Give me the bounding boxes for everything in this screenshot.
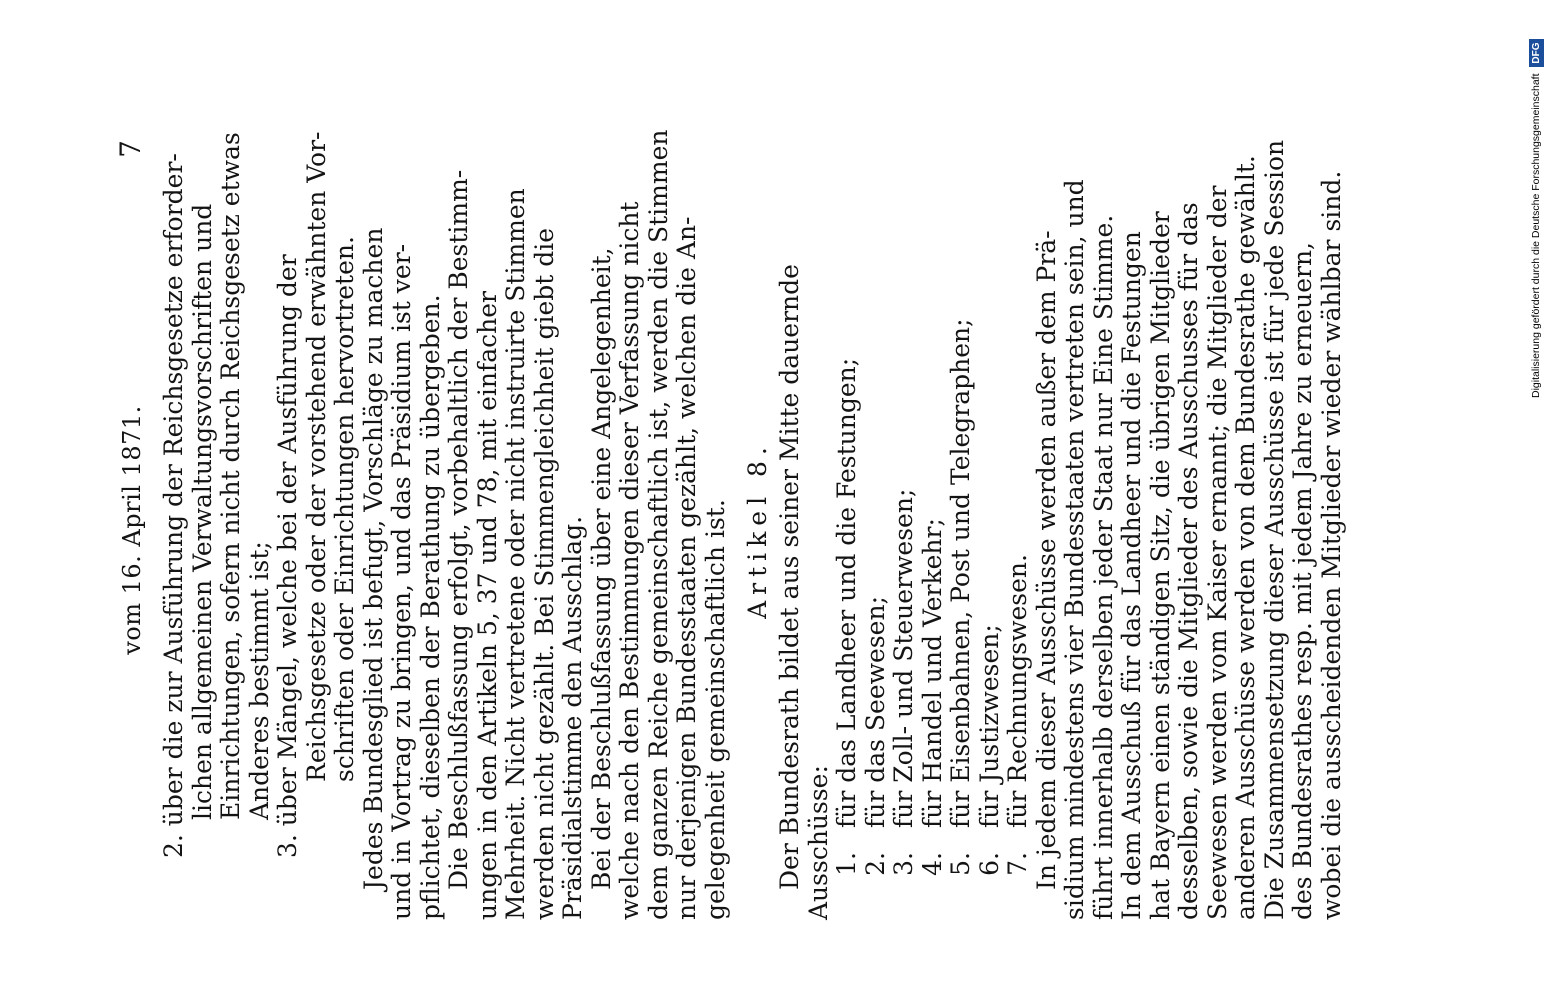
- text-line: pflichtet, dieselben der Berathung zu übergeben.: [415, 294, 445, 920]
- text-line: schriften oder Einrichtungen hervortreten.: [330, 236, 359, 782]
- text-line: des Bundesrathes resp. mit jedem Jahre zu erneuern,: [1288, 242, 1317, 920]
- committee-item-text: für Rechnungswesen.: [1003, 554, 1032, 828]
- committee-item-text: für Justizwesen;: [974, 624, 1004, 828]
- text-line: Anderes bestimmt ist;: [244, 541, 274, 820]
- committee-item-number: 7.: [1003, 852, 1032, 876]
- committee-item-text: für das Seewesen;: [860, 596, 890, 828]
- text-line: Jedes Bundesglied ist befugt, Vorschläge zu machen: [358, 227, 388, 890]
- committee-item-number: 3.: [889, 852, 918, 876]
- text-line: Bei der Beschlußfassung über eine Angelegenheit,: [586, 247, 616, 890]
- committee-item-number: 1.: [832, 852, 861, 876]
- committee-item-text: für Eisenbahnen, Post und Telegraphen;: [946, 318, 975, 828]
- committee-item: [862, 140, 891, 920]
- committee-item-text: für Zoll- und Steuerwesen;: [889, 488, 918, 828]
- text-line: nur derjenigen Bundesstaaten gezählt, welchen die An-: [672, 216, 701, 920]
- sponsor-note-text: Digitalisierung gefördert durch die Deutsche Forschungsgemeinschaft: [1530, 73, 1542, 398]
- sponsor-note-text-row: [1527, 8, 1544, 398]
- text-line: 2. über die zur Ausführung der Reichsgesetze erforder-: [159, 153, 188, 858]
- text-line: welche nach den Bestimmungen dieser Verfassung nicht: [615, 201, 644, 920]
- text-line: Präsidialstimme den Ausschlag.: [558, 515, 587, 920]
- text-line: Ausschüsse:: [803, 765, 833, 920]
- page-title: vom 16. April 1871.: [118, 405, 146, 655]
- text-line: Mehrheit. Nicht vertretene oder nicht instruirte Stimmen: [501, 188, 530, 920]
- sponsor-note: [1527, 8, 1544, 398]
- article-heading: Artikel 8.: [743, 441, 772, 619]
- page-number: 7: [114, 140, 147, 158]
- text-line: Seewesen werden vom Kaiser ernannt; die Mitglieder der: [1202, 185, 1232, 920]
- text-line: anderen Ausschüsse werden von dem Bundesrathe gewählt.: [1231, 155, 1260, 920]
- section-gap: [730, 140, 740, 920]
- text-line: gelegenheit gemeinschaftlich ist.: [700, 499, 730, 920]
- text-line: führt innerhalb derselben jeder Staat nur Eine Stimme.: [1088, 214, 1118, 920]
- committee-item: [1004, 140, 1033, 920]
- committee-item-number: 4.: [917, 852, 947, 876]
- committee-item: [976, 140, 1005, 920]
- committee-list: [833, 140, 1033, 920]
- text-line: desselben, sowie die Mitglieder des Ausschusses für das: [1174, 202, 1203, 920]
- committee-item: [947, 140, 976, 920]
- committee-item: [890, 140, 919, 920]
- dfg-logo: DFG: [1529, 39, 1544, 66]
- text-line: werden nicht gezählt. Bei Stimmengleichheit giebt die: [529, 227, 559, 920]
- text-line: ungen in den Artikeln 5, 37 und 78, mit einfacher: [472, 291, 502, 920]
- page-header: [112, 140, 152, 920]
- text-line: Die Beschlußfassung erfolgt, vorbehaltlich der Bestimm-: [444, 169, 473, 890]
- committee-item: [919, 140, 948, 920]
- committee-item-number: 6.: [974, 852, 1004, 876]
- text-line: Reichsgesetze oder der vorstehend erwähnten Vor-: [301, 131, 331, 782]
- text-line: hat Bayern einen ständigen Sitz, die übrigen Mitglieder: [1145, 211, 1175, 920]
- scanned-page: [112, 129, 1412, 920]
- text-line: lichen allgemeinen Verwaltungsvorschriften und: [187, 203, 217, 820]
- main-text-block: [159, 129, 730, 920]
- text-line: Die Zusammensetzung dieser Ausschüsse ist für jede Session: [1259, 139, 1289, 920]
- text-line: Der Bundesrath bildet aus seiner Mitte dauernde: [775, 264, 804, 890]
- committee-item: [833, 140, 862, 920]
- text-line: In dem Ausschuß für das Landheer und die Festungen: [1117, 231, 1146, 920]
- article-intro: [776, 140, 833, 920]
- page-body: [159, 129, 1346, 920]
- committee-item-text: für Handel und Verkehr;: [917, 518, 947, 828]
- text-line: wobei die ausscheidenden Mitglieder wieder wählbar sind.: [1316, 170, 1346, 920]
- text-line: Einrichtungen, sofern nicht durch Reichsgesetz etwas: [216, 132, 245, 820]
- text-line: und in Vortrag zu bringen, und das Präsidium ist ver-: [387, 243, 416, 920]
- text-line: sidium mindestens vier Bundesstaaten vertreten sein, und: [1060, 179, 1089, 920]
- committee-item-number: 5.: [946, 852, 975, 876]
- committee-item-text: für das Landheer und die Festungen;: [832, 357, 861, 828]
- text-line: dem ganzen Reiche gemeinschaftlich ist, werden die Stimmen: [643, 129, 673, 920]
- committee-item-number: 2.: [860, 852, 890, 876]
- article-closing-text: [1033, 140, 1347, 920]
- text-line: In jedem dieser Ausschüsse werden außer dem Prä-: [1031, 230, 1061, 890]
- text-line: 3. über Mängel, welche bei der Ausführung der: [273, 254, 302, 858]
